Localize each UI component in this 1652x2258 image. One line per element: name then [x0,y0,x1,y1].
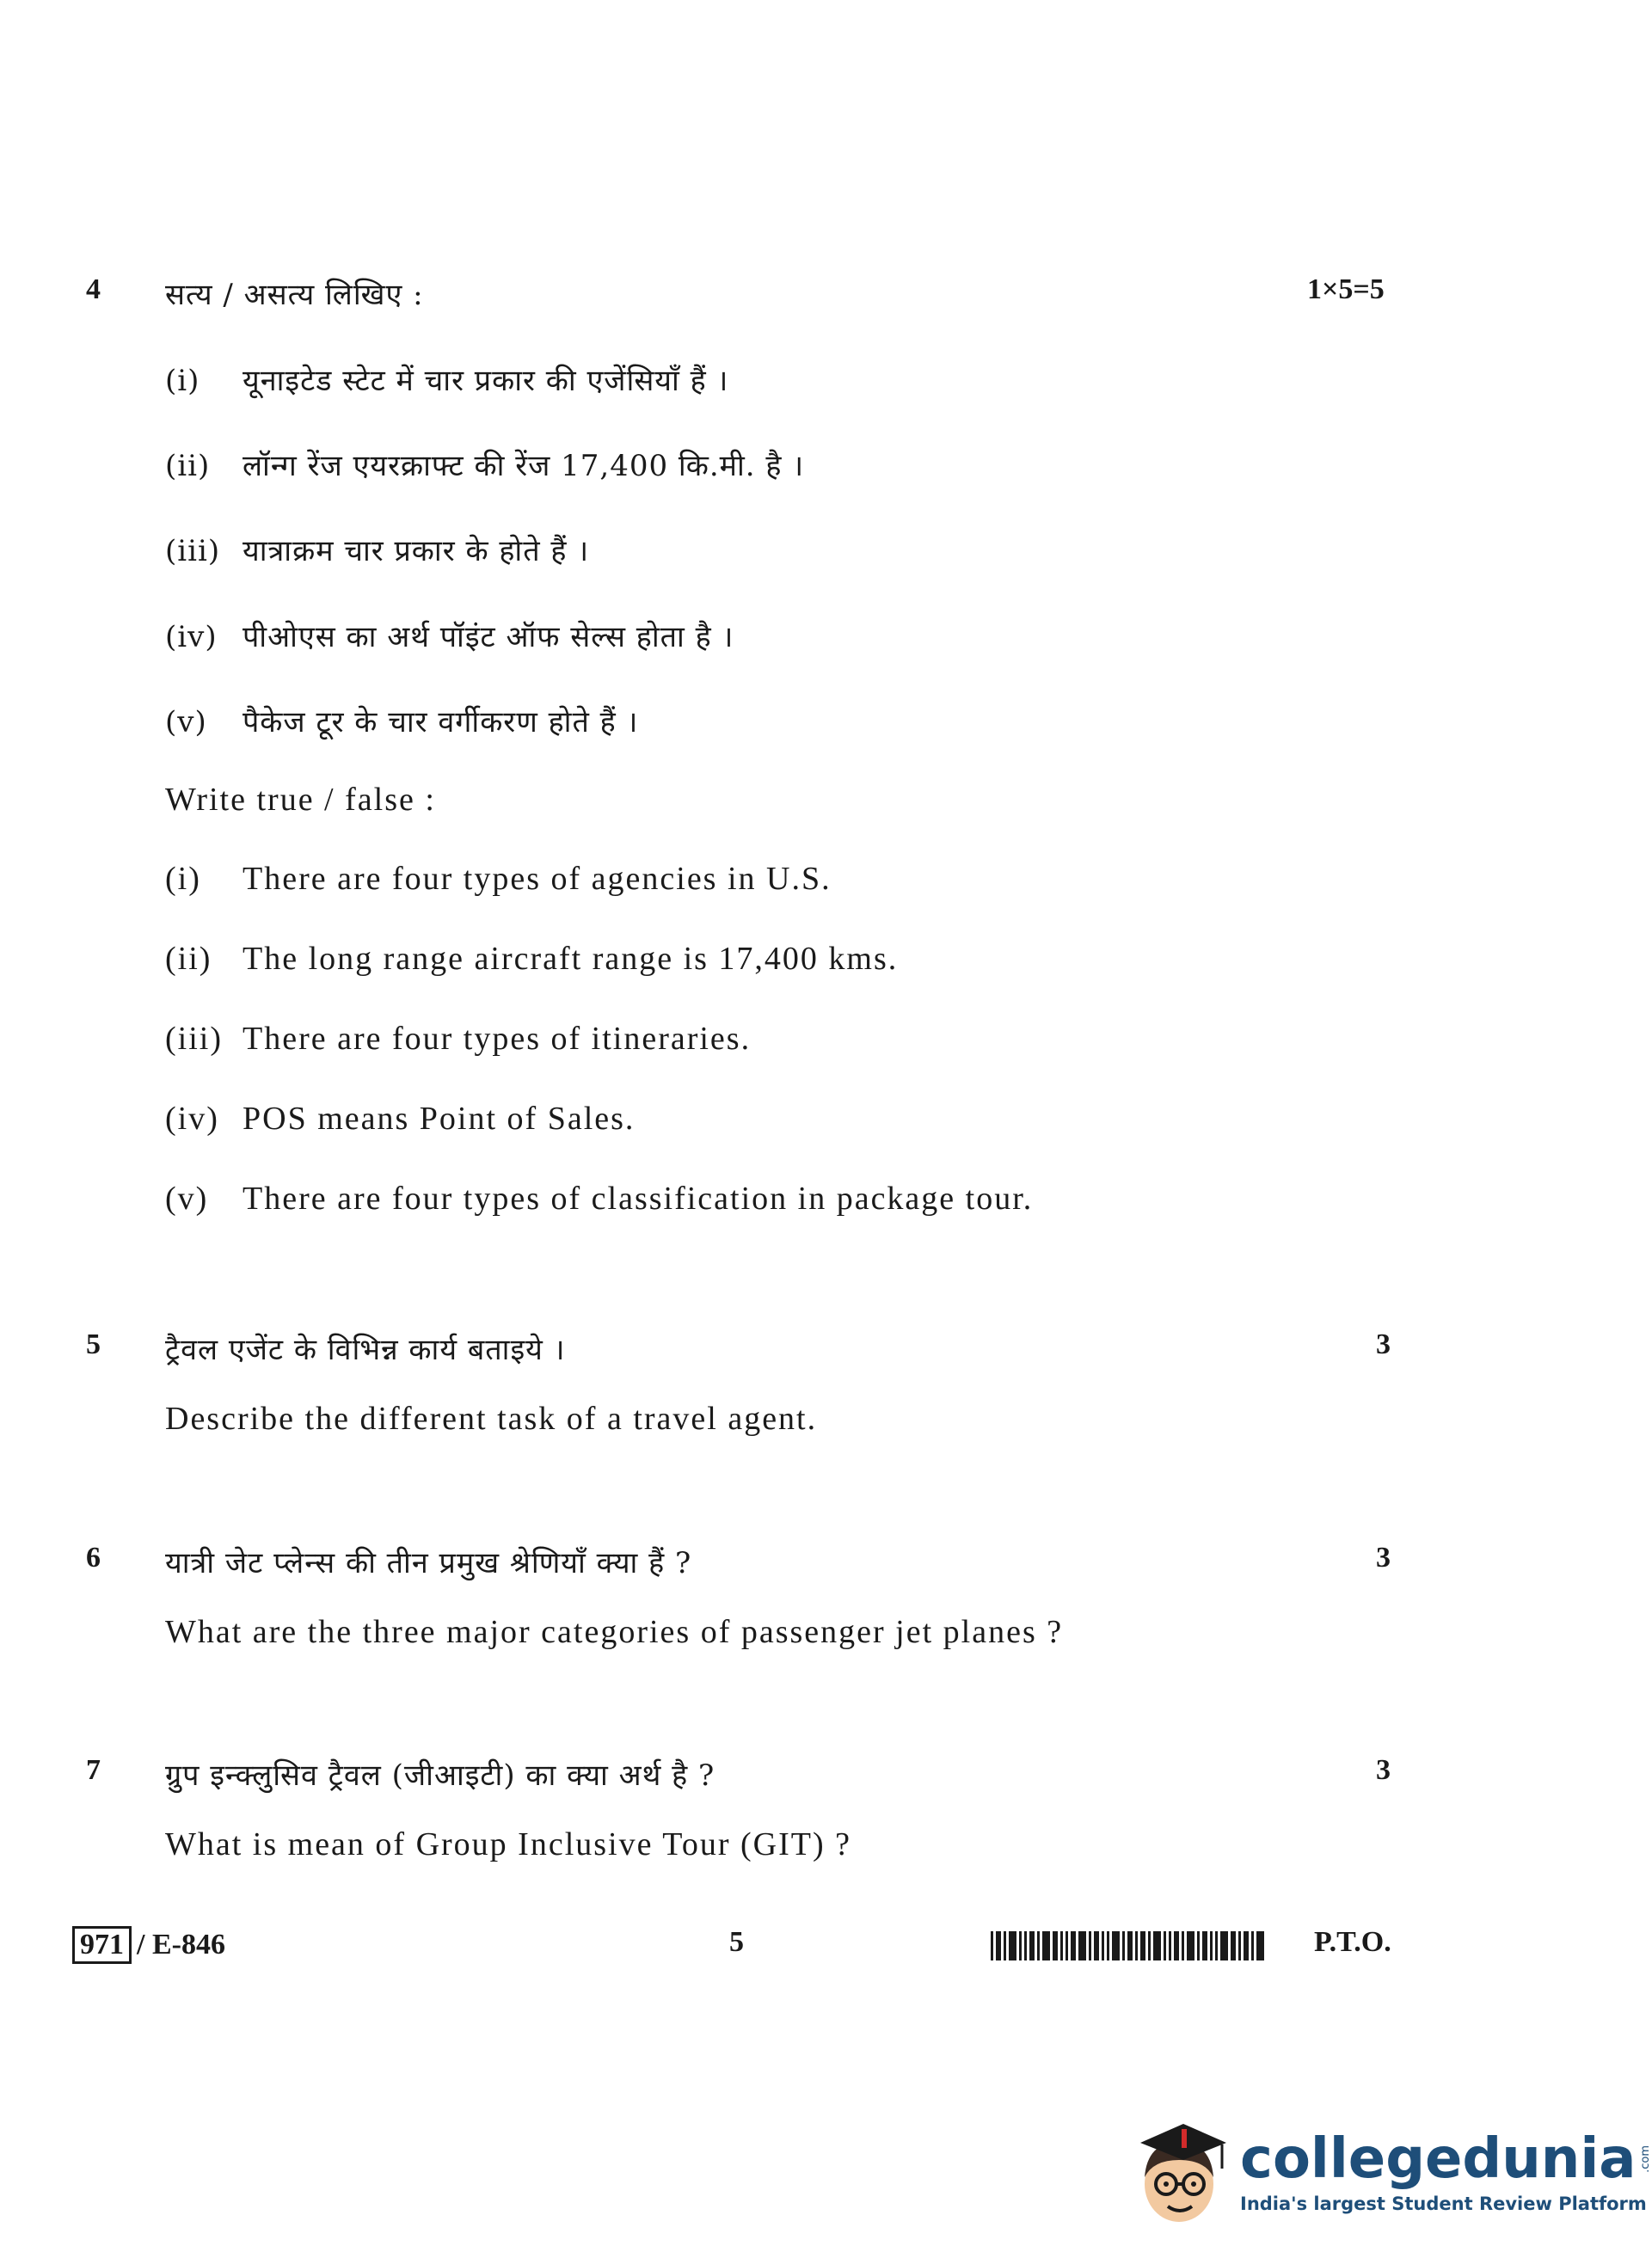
item-text: There are four types of classification in package tour. [243,1181,1034,1217]
english-item [165,940,898,978]
hindi-item [165,359,728,399]
question-4-marks: 1×5=5 [1307,273,1385,305]
item-text: The long range aircraft range is 17,400 kms. [243,941,899,977]
paper-code: 971 [72,1926,132,1964]
question-5-marks: 3 [1376,1328,1391,1360]
item-number: (iv) [165,620,218,654]
question-5-number: 5 [86,1328,101,1360]
logo-domain: .com [1639,2145,1652,2173]
exam-code: / E-846 [137,1929,225,1960]
page-number: 5 [729,1926,744,1958]
item-number: (iii) [165,534,221,568]
item-text: There are four types of agencies in U.S. [243,861,832,897]
item-number: (v) [165,1181,209,1217]
question-4-number: 4 [86,273,101,305]
barcode [991,1931,1267,1960]
hindi-item [165,530,589,569]
item-number: (i) [165,861,201,897]
paper-code-block [72,1926,225,1964]
english-item [165,1180,1033,1218]
item-text: पैकेज टूर के चार वर्गीकरण होते हैं । [243,705,639,739]
english-item [165,860,832,898]
item-text: लॉन्ग रेंज एयरक्राफ्ट की रेंज 17,400 कि.मी. है । [243,449,805,483]
item-number: (ii) [165,449,211,483]
hindi-item [165,616,734,655]
english-item [165,1020,751,1058]
item-text: POS means Point of Sales. [243,1101,636,1137]
pto-label: P.T.O. [1314,1926,1391,1958]
mascot-icon [1132,2117,1235,2229]
hindi-item [165,445,804,484]
item-text: There are four types of itineraries. [243,1021,752,1057]
question-6-english: What are the three major categories of passenger jet planes ? [165,1614,1064,1650]
item-number: (iv) [165,1101,219,1137]
question-5-hindi: ट्रैवल एजेंट के विभिन्न कार्य बताइये । [165,1333,566,1367]
question-5-english: Describe the different task of a travel agent. [165,1401,818,1437]
item-text: पीओएस का अर्थ पॉइंट ऑफ सेल्स होता है । [243,620,734,654]
question-4-hindi-instruction: सत्य / असत्य लिखिए : [165,278,424,312]
question-7-marks: 3 [1376,1754,1391,1786]
logo-wordmark: collegedunia [1240,2127,1637,2191]
question-6-marks: 3 [1376,1542,1391,1574]
question-7-english: What is mean of Group Inclusive Tour (GIT) ? [165,1826,851,1862]
question-6-hindi: यात्री जेट प्लेन्स की तीन प्रमुख श्रेणियाँ क्या हैं ? [165,1546,692,1580]
question-7-number: 7 [86,1754,101,1786]
question-4-english-instruction: Write true / false : [165,782,436,818]
english-item [165,1100,635,1138]
item-number: (iii) [165,1021,223,1057]
item-text: यूनाइटेड स्टेट में चार प्रकार की एजेंसियाँ हैं । [243,364,729,398]
item-text: यात्राक्रम चार प्रकार के होते हैं । [243,534,590,568]
collegedunia-logo [1132,2117,1652,2229]
question-7-hindi: ग्रुप इन्क्लुसिव ट्रैवल (जीआइटी) का क्या अर्थ है ? [165,1758,715,1793]
item-number: (i) [165,364,200,398]
logo-tagline: India's largest Student Review Platform [1240,2194,1647,2214]
item-number: (v) [165,705,207,739]
question-6-number: 6 [86,1542,101,1574]
item-number: (ii) [165,941,212,977]
hindi-item [165,701,638,740]
